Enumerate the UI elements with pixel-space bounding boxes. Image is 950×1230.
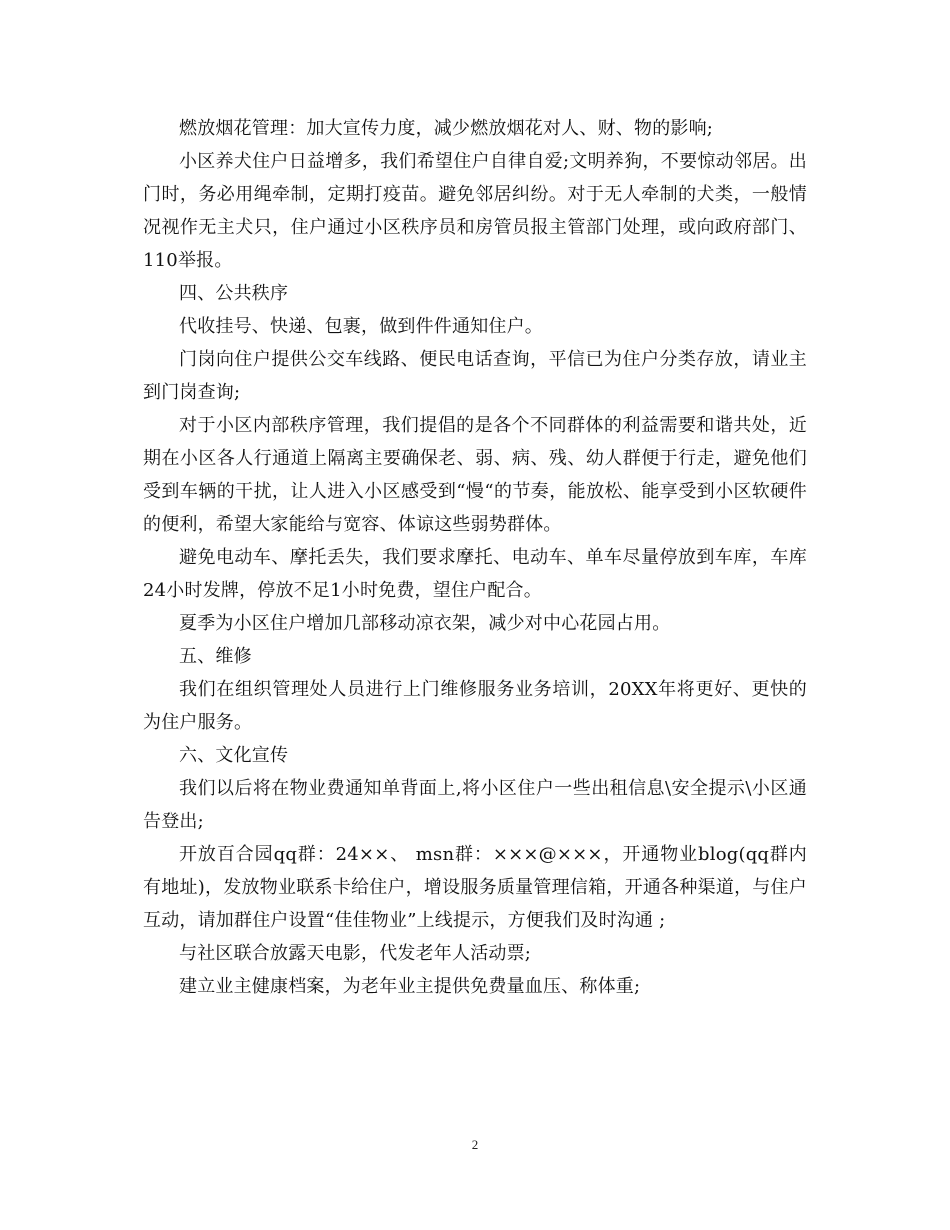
document-body (143, 112, 807, 1003)
paragraph-vehicle-parking: 避免电动车、摩托丢失，我们要求摩托、电动车、单车尽量停放到车库，车库24小时发牌，停放不足1小时免费，望住户配合。 (143, 547, 807, 601)
section-heading-maintenance: 五、维修 (179, 646, 252, 667)
paragraph-contact-channels: 开放百合园qq群：24××、 msn群：×××@×××，开通物业blog(qq群内有地址)，发放物业联系卡给住户，增设服务质量管理信箱，开通各种渠道，与住户互动，请加群住户设置“佳佳物业”上线提示，方便我们及时沟通 ; (143, 844, 807, 931)
paragraph-notice-back: 我们以后将在物业费通知单背面上,将小区住户一些出租信息\安全提示\小区通告登出; (143, 778, 807, 832)
paragraph-gate-services: 门岗向住户提供公交车线路、便民电话查询，平信已为住户分类存放，请业主到门岗查询; (143, 349, 807, 403)
paragraph-clothes-racks: 夏季为小区住户增加几部移动凉衣架，减少对中心花园占用。 (179, 613, 671, 634)
section-heading-culture: 六、文化宣传 (179, 745, 289, 766)
section-heading-public-order: 四、公共秩序 (179, 283, 289, 304)
paragraph-internal-order: 对于小区内部秩序管理，我们提倡的是各个不同群体的利益需要和谐共处，近期在小区各人行通道上隔离主要确保老、弱、病、残、幼人群便于行走，避免他们受到车辆的干扰，让人进入小区感受到“慢“的节奏，能放松、能享受到小区软硬件的便利，希望大家能给与宽容、体谅这些弱势群体。 (143, 415, 807, 535)
paragraph-dogs: 小区养犬住户日益增多，我们希望住户自律自爱;文明养狗，不要惊动邻居。出门时，务必用绳牵制，定期打疫苗。避免邻居纠纷。对于无人牵制的犬类，一般情况视作无主犬只，住户通过小区秩序员和房管员报主管部门处理，或向政府部门、110举报。 (143, 151, 807, 271)
paragraph-parcels: 代收挂号、快递、包裹，做到件件通知住户。 (179, 316, 543, 337)
paragraph-health-records: 建立业主健康档案，为老年业主提供免费量血压、称体重; (179, 976, 641, 997)
page-number: 2 (471, 1137, 479, 1152)
paragraph-fireworks: 燃放烟花管理：加大宣传力度，减少燃放烟花对人、财、物的影响; (179, 118, 714, 139)
paragraph-outdoor-movies: 与社区联合放露天电影，代发老年人活动票; (179, 943, 532, 964)
paragraph-maintenance-training: 我们在组织管理处人员进行上门维修服务业务培训，20XX年将更好、更快的为住户服务。 (143, 679, 807, 733)
